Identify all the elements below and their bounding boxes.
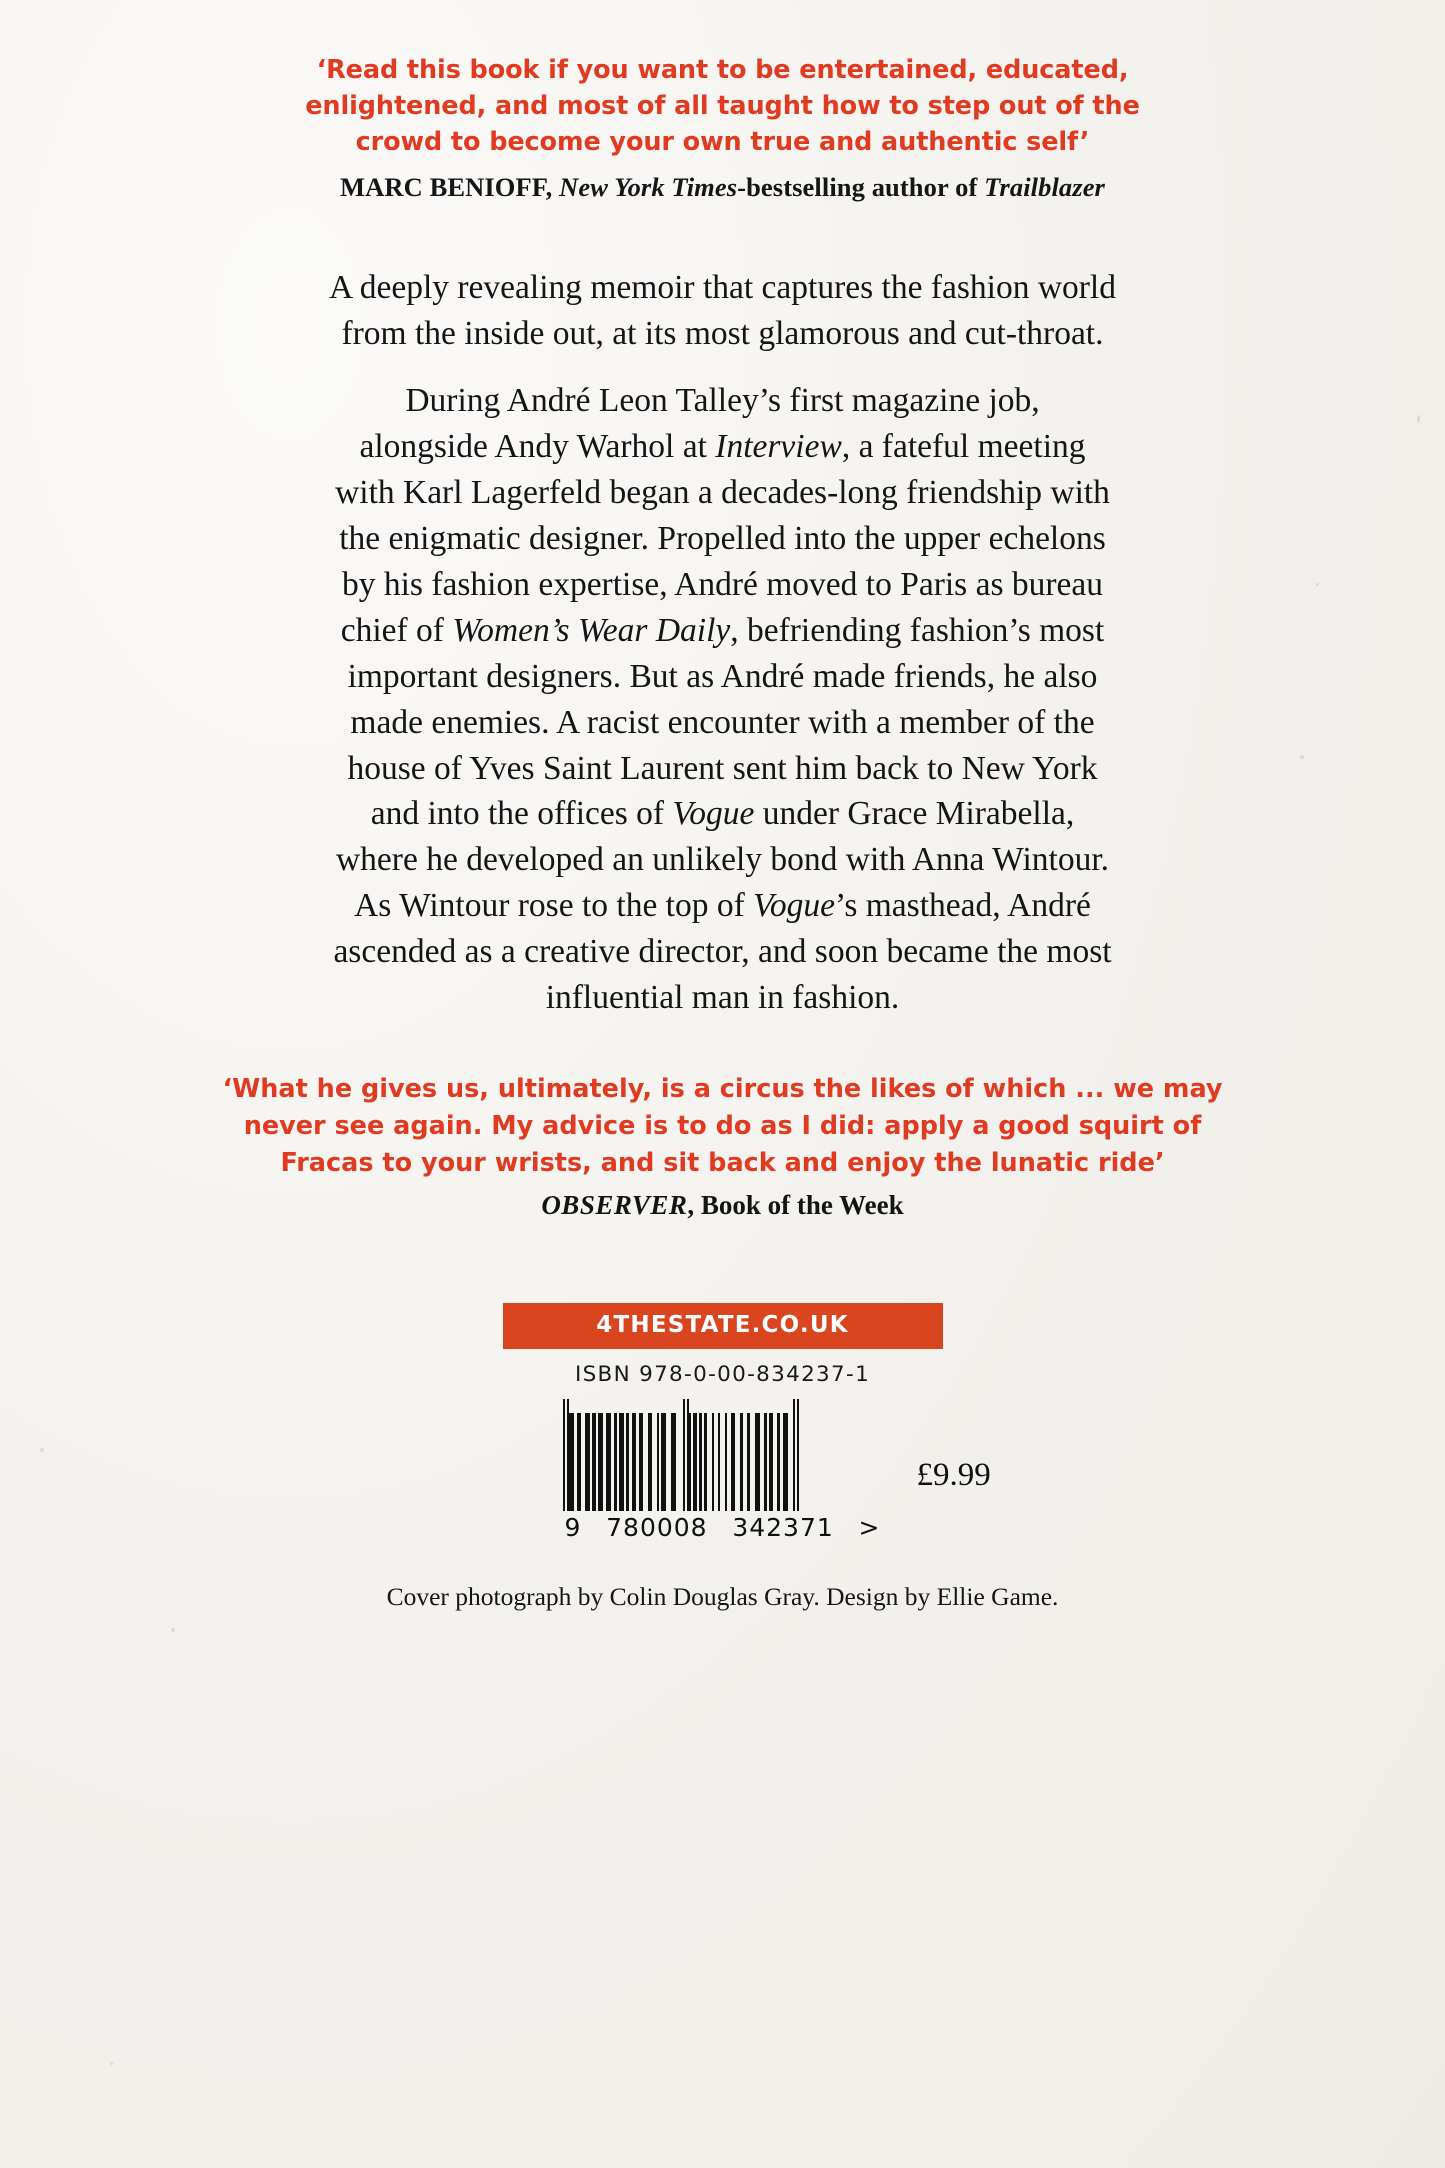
barcode-bar [699, 1413, 702, 1511]
attribution-name: MARC BENIOFF, [340, 171, 553, 202]
magazine-title-interview: Interview [715, 428, 842, 466]
magazine-title-vogue: Vogue [672, 795, 755, 833]
desc-p2-line-4: the enigmatic designer. Propelled into the upper echelons [339, 520, 1106, 558]
desc-p2-line-7: important designers. But as André made friends, he also [347, 657, 1098, 695]
magazine-title-wwd: Women’s Wear Daily [452, 611, 731, 649]
barcode-bar [639, 1413, 643, 1511]
isbn-text: ISBN 978-0-00-834237-1 [574, 1361, 871, 1387]
barcode-bar [731, 1413, 735, 1511]
desc-p1-line-1: A deeply revealing memoir that captures the fashion world [328, 268, 1116, 306]
bottom-quote-line-2: never see again. My advice is to do as I did: apply a good squirt of [243, 1110, 1202, 1141]
bottom-review-quote [120, 1071, 1325, 1182]
barcode-bar [764, 1413, 767, 1511]
barcode-bar [606, 1413, 611, 1511]
attribution-source: New York Times [559, 171, 738, 202]
top-quote-line-1: ‘Read this book if you want to be entertained, educated, [316, 55, 1129, 85]
paper-speck [40, 1448, 44, 1452]
barcode-bar [769, 1413, 773, 1511]
desc-text: chief of [340, 611, 453, 649]
attribution-publication: OBSERVER [541, 1189, 688, 1220]
barcode-bar [619, 1413, 624, 1511]
desc-p2-line-6 [120, 608, 1325, 654]
barcode-bar [783, 1413, 788, 1511]
barcode-bar [632, 1413, 636, 1511]
barcode-bar [725, 1413, 727, 1511]
barcode-bar [671, 1413, 676, 1511]
desc-text: alongside Andy Warhol at [359, 428, 716, 466]
barcode [563, 1399, 991, 1542]
desc-p2-line-5: by his fashion expertise, André moved to Paris as bureau [341, 565, 1104, 603]
desc-text: , befriending fashion’s most [730, 611, 1105, 649]
barcode-bar [598, 1413, 603, 1511]
barcode-bar [563, 1399, 565, 1511]
barcode-bar [614, 1413, 617, 1511]
barcode-digit-mid: 780008 [606, 1512, 708, 1542]
desc-text: As Wintour rose to the top of [354, 887, 754, 925]
desc-text: and into the offices of [370, 795, 673, 833]
description-paragraph-2 [120, 378, 1325, 1020]
barcode-bar [704, 1413, 707, 1511]
barcode-bar [747, 1413, 750, 1511]
barcode-bar [797, 1399, 799, 1511]
top-quote-line-2: enlightened, and most of all taught how to step out of the [305, 91, 1140, 122]
paper-speck [1417, 415, 1420, 423]
bottom-quote-line-1: ‘What he gives us, ultimately, is a circus the likes of which ... we may [222, 1073, 1223, 1104]
publisher-website-badge[interactable]: 4THESTATE.CO.UK [503, 1303, 943, 1349]
barcode-bar [648, 1413, 652, 1511]
desc-text: under Grace Mirabella, [754, 795, 1075, 833]
top-quote-attribution [120, 172, 1325, 203]
barcode-bar [661, 1413, 666, 1511]
book-description [120, 265, 1325, 1021]
barcode-digits [563, 1513, 883, 1542]
desc-p2-line-14: influential man in fashion. [545, 978, 900, 1016]
attribution-rest: -bestselling author of [737, 171, 978, 202]
description-paragraph-1 [120, 265, 1325, 357]
paper-speck [1300, 755, 1304, 759]
barcode-bar [585, 1413, 590, 1511]
attribution-detail: , Book of the Week [687, 1189, 904, 1220]
price-label: £9.99 [916, 1456, 991, 1493]
paper-speck [171, 1628, 175, 1632]
barcode-bar [683, 1399, 685, 1511]
desc-p2-line-2 [120, 424, 1325, 470]
barcode-bar [777, 1413, 780, 1511]
barcode-digit-left: 9 [564, 1512, 582, 1542]
bottom-quote-attribution [120, 1190, 1325, 1221]
barcode-bar [693, 1413, 697, 1511]
barcode-bar [569, 1413, 574, 1511]
paper-speck [1316, 583, 1319, 586]
paper-speck [110, 2062, 113, 2065]
top-quote-line-3: crowd to become your own true and authentic self’ [355, 127, 1090, 158]
barcode-bar [626, 1413, 629, 1511]
publisher-badge-wrap [120, 1303, 1325, 1349]
desc-p1-line-2: from the inside out, at its most glamorous and cut-throat. [341, 314, 1104, 352]
barcode-bar [755, 1413, 760, 1511]
desc-p2-line-9: house of Yves Saint Laurent sent him back to New York [347, 749, 1098, 787]
desc-p2-line-13: ascended as a creative director, and soon became the most [333, 933, 1112, 971]
desc-p2-line-11: where he developed an unlikely bond with Anna Wintour. [335, 841, 1110, 879]
desc-text: , a fateful meeting [841, 428, 1086, 466]
top-review-quote [120, 52, 1325, 161]
bottom-quote-line-3: Fracas to your wrists, and sit back and enjoy the lunatic ride’ [280, 1147, 1165, 1178]
barcode-bar [740, 1413, 743, 1511]
barcode-digit-end: > [858, 1512, 881, 1542]
barcode-bar [689, 1413, 691, 1511]
desc-p2-line-8: made enemies. A racist encounter with a member of the [350, 703, 1095, 741]
barcode-bar [718, 1413, 720, 1511]
barcode-area [120, 1399, 1325, 1542]
desc-p2-line-12 [120, 883, 1325, 929]
barcode-bar [577, 1413, 581, 1511]
magazine-title-vogue-2: Vogue [753, 887, 836, 925]
attribution-book-title: Trailblazer [984, 171, 1105, 202]
barcode-bar [657, 1413, 659, 1511]
barcode-bar [712, 1413, 714, 1511]
barcode-bar [793, 1399, 795, 1511]
desc-p2-line-1: During André Leon Talley’s first magazine job, [405, 382, 1040, 420]
desc-p2-line-3: with Karl Lagerfeld began a decades-long friendship with [335, 474, 1110, 512]
desc-text: ’s masthead, André [835, 887, 1091, 925]
cover-credits: Cover photograph by Colin Douglas Gray. Design by Ellie Game. [386, 1581, 1059, 1611]
barcode-bar [592, 1413, 596, 1511]
barcode-bars [563, 1399, 883, 1511]
desc-p2-line-10 [120, 791, 1325, 837]
barcode-digit-right: 342371 [732, 1512, 834, 1542]
